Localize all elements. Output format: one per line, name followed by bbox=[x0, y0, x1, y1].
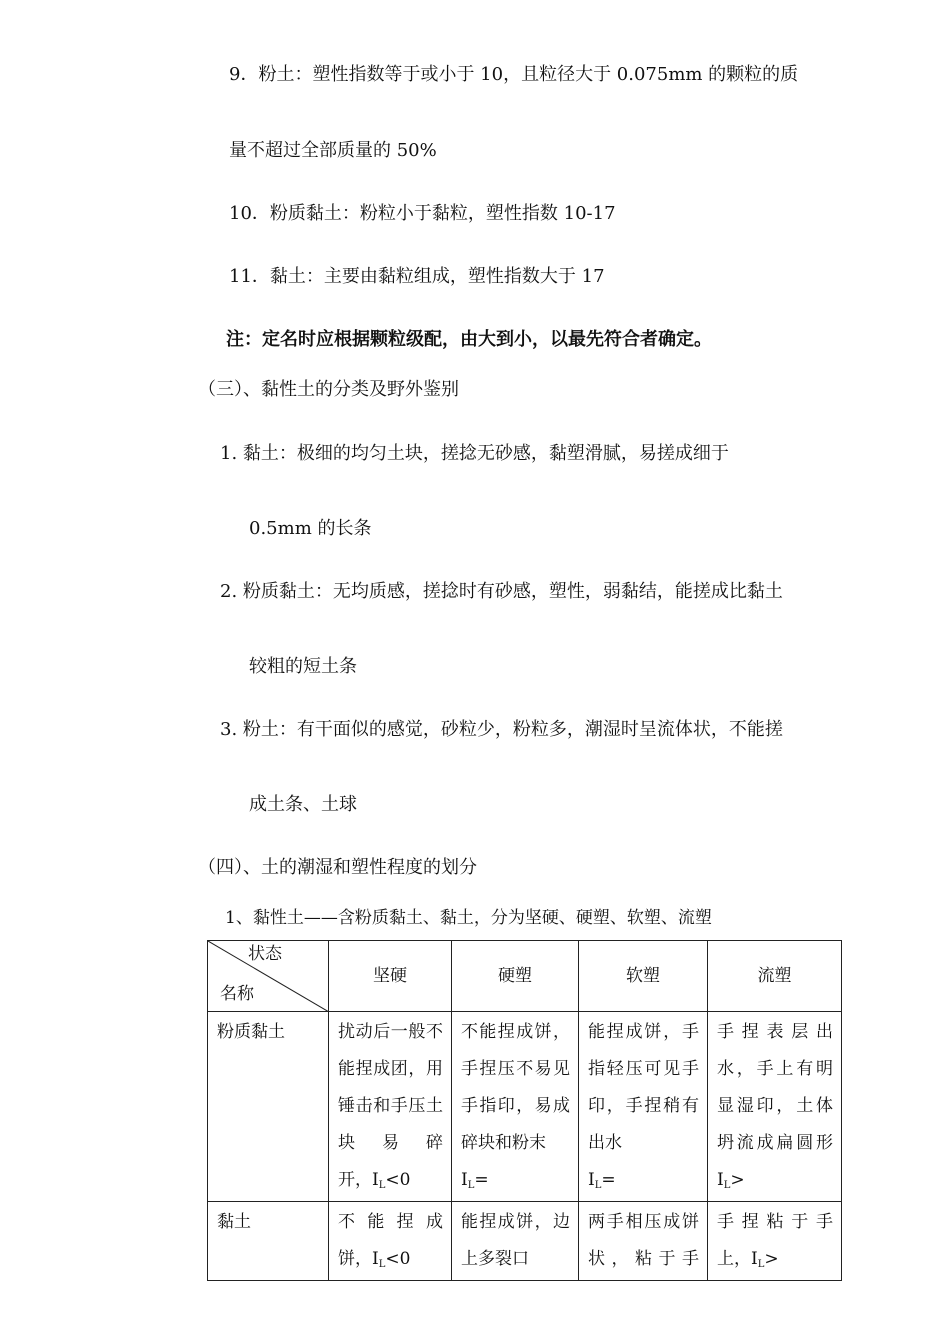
soil-item-silty-clay: 10．粉质黏土：粉粒小于黏粒，塑性指数 10-17 bbox=[229, 203, 616, 224]
soil-item-silt: 9．粉土：塑性指数等于或小于 10，且粒径大于 0.075mm 的颗粒的质 bbox=[229, 64, 799, 85]
table-row bbox=[208, 1012, 842, 1202]
section4-title: （四）、土的潮湿和塑性程度的划分 bbox=[198, 857, 477, 878]
table-cell: 扰动后一般不 能捏成团，用 锤击和手压土 块 易 碎 开，IL<0 bbox=[338, 1022, 443, 1191]
table-corner-header bbox=[208, 941, 329, 1012]
table-cell: 不能捏成 饼，IL<0 bbox=[338, 1212, 443, 1270]
section3-item1-cont: 0.5mm 的长条 bbox=[249, 518, 372, 539]
header-flow-plastic: 流塑 bbox=[708, 941, 842, 1012]
corner-name-label: 名称 bbox=[220, 984, 254, 1004]
classification-note: 注：定名时应根据颗粒级配，由大到小，以最先符合者确定。 bbox=[226, 329, 712, 350]
table-cell: 手捏粘于手 上，IL> bbox=[717, 1212, 833, 1270]
row-name: 黏土 bbox=[217, 1212, 251, 1232]
table-cell: 能捏成饼，边 上多裂口 bbox=[461, 1212, 570, 1269]
table-cell: 能捏成饼，手 指轻压可见手 印，手捏稍有 出水 IL= bbox=[588, 1022, 699, 1191]
table-cell: 两手相压成饼 状，粘于手 bbox=[588, 1212, 699, 1269]
section3-item2-cont: 较粗的短土条 bbox=[249, 656, 357, 677]
table-cell: 手捏表层出 水，手上有明 显湿印，土体 坍流成扁圆形 IL> bbox=[717, 1022, 833, 1191]
table-row bbox=[208, 1202, 842, 1281]
soil-state-table bbox=[207, 940, 842, 1281]
section4-sub1: 1、黏性土——含粉质黏土、黏土，分为坚硬、硬塑、软塑、流塑 bbox=[225, 908, 712, 928]
soil-item-silt-cont: 量不超过全部质量的 50% bbox=[229, 140, 437, 161]
header-soft-plastic: 软塑 bbox=[579, 941, 708, 1012]
section3-item3: 3. 粉土：有干面似的感觉，砂粒少，粉粒多，潮湿时呈流体状，不能搓 bbox=[220, 719, 783, 740]
section3-item2: 2. 粉质黏土：无均质感，搓捻时有砂感，塑性，弱黏结，能搓成比黏土 bbox=[220, 581, 783, 602]
soil-item-clay: 11．黏土：主要由黏粒组成，塑性指数大于 17 bbox=[229, 266, 605, 287]
corner-state-label: 状态 bbox=[248, 944, 282, 964]
section3-item1: 1. 黏土：极细的均匀土块，搓捻无砂感，黏塑滑腻，易搓成细于 bbox=[220, 443, 729, 464]
header-hard: 坚硬 bbox=[329, 941, 452, 1012]
section3-title: （三）、黏性土的分类及野外鉴别 bbox=[198, 379, 459, 400]
section3-item3-cont: 成土条、土球 bbox=[249, 794, 357, 815]
table-cell: 不能捏成饼， 手捏压不易见 手指印，易成 碎块和粉末 IL= bbox=[461, 1022, 570, 1191]
row-name: 粉质黏土 bbox=[217, 1022, 285, 1042]
header-hard-plastic: 硬塑 bbox=[452, 941, 579, 1012]
